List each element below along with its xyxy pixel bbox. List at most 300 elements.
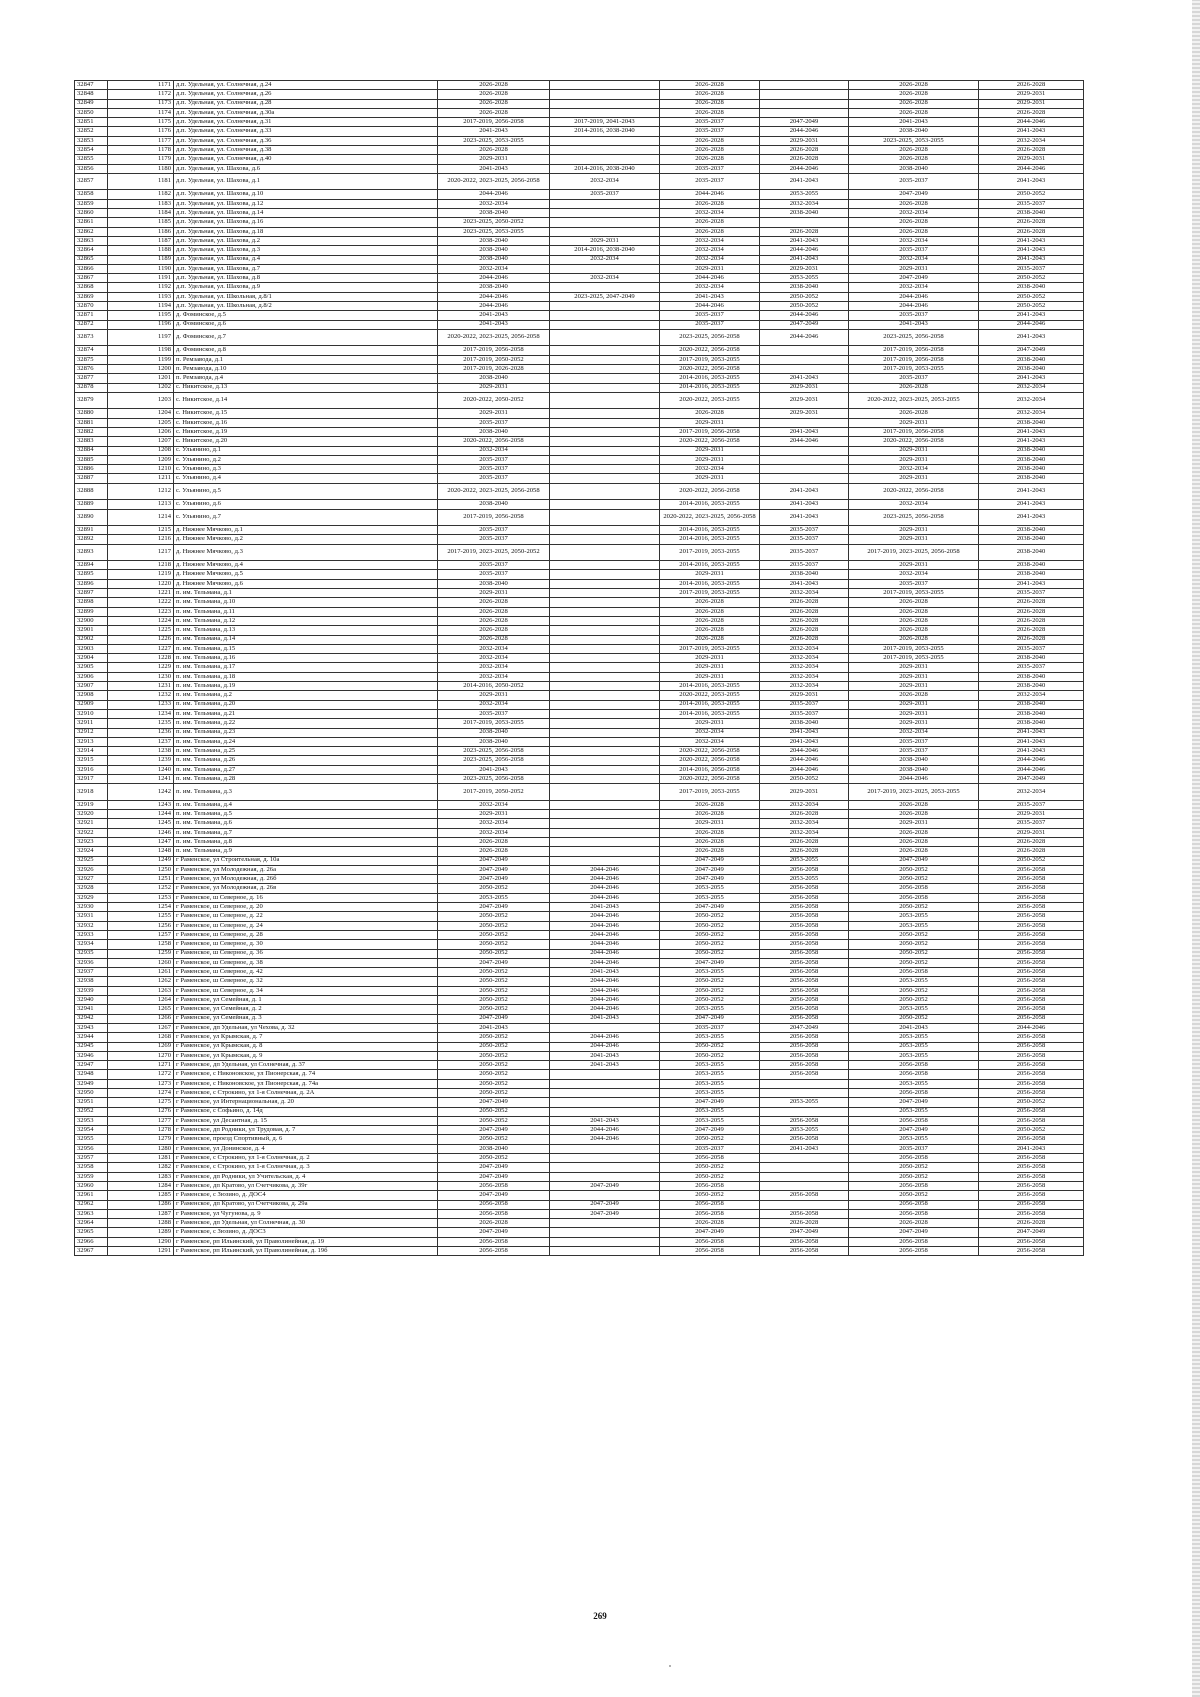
period-cell: 2026-2028	[849, 383, 979, 392]
period-cell: 2047-2049	[438, 856, 550, 865]
row-number-cell: 1173	[108, 99, 174, 108]
row-id-cell: 32938	[75, 977, 108, 986]
period-cell: 2047-2049	[438, 1126, 550, 1135]
address-cell: г Раменское, с Строкино, ул 1-я Солнечная, д. 2	[174, 1154, 438, 1163]
period-cell: 2035-2037	[760, 709, 849, 718]
period-cell	[550, 1098, 660, 1107]
period-cell: 2044-2046	[979, 756, 1084, 765]
period-cell	[550, 856, 660, 865]
period-cell: 2044-2046	[550, 1042, 660, 1051]
period-cell	[550, 837, 660, 846]
period-cell: 2026-2028	[660, 136, 760, 145]
period-cell: 2047-2049	[550, 1181, 660, 1190]
period-cell: 2035-2037	[438, 535, 550, 544]
table-row	[75, 1126, 1084, 1135]
period-cell: 2038-2040	[438, 1144, 550, 1153]
period-cell: 2044-2046	[550, 1005, 660, 1014]
row-id-cell: 32887	[75, 474, 108, 483]
table-row	[75, 302, 1084, 311]
period-cell: 2029-2031	[849, 682, 979, 691]
address-cell: г Раменское, рп Ильинский, ул Праволинейная, д. 19	[174, 1237, 438, 1246]
period-cell: 2053-2055	[660, 1107, 760, 1116]
period-cell: 2035-2037	[660, 173, 760, 190]
period-cell: 2041-2043	[760, 428, 849, 437]
row-id-cell: 32920	[75, 810, 108, 819]
period-cell: 2023-2025, 2053-2055	[849, 136, 979, 145]
period-cell: 2053-2055	[849, 1107, 979, 1116]
period-cell: 2026-2028	[849, 90, 979, 99]
period-cell: 2047-2049	[849, 1098, 979, 1107]
period-cell: 2044-2046	[760, 437, 849, 446]
period-cell: 2056-2058	[979, 958, 1084, 967]
period-cell: 2047-2049	[760, 1228, 849, 1237]
period-cell: 2050-2052	[660, 940, 760, 949]
period-cell	[550, 663, 660, 672]
table-row	[75, 437, 1084, 446]
period-cell: 2026-2028	[979, 626, 1084, 635]
table-row	[75, 1247, 1084, 1256]
period-cell: 2053-2055	[760, 1098, 849, 1107]
table-row	[75, 1042, 1084, 1051]
period-cell: 2035-2037	[979, 644, 1084, 653]
period-cell: 2050-2052	[438, 1042, 550, 1051]
period-cell: 2017-2019, 2056-2058	[438, 118, 550, 127]
period-cell: 2038-2040	[760, 719, 849, 728]
table-row	[75, 474, 1084, 483]
period-cell: 2029-2031	[849, 474, 979, 483]
table-row	[75, 264, 1084, 273]
row-number-cell: 1205	[108, 418, 174, 427]
period-cell: 2041-2043	[550, 1014, 660, 1023]
period-cell: 2050-2052	[660, 1191, 760, 1200]
table-row	[75, 1237, 1084, 1246]
row-id-cell: 32886	[75, 465, 108, 474]
table-row	[75, 374, 1084, 383]
table-row	[75, 218, 1084, 227]
row-id-cell: 32853	[75, 136, 108, 145]
period-cell: 2035-2037	[660, 320, 760, 329]
period-cell: 2017-2019, 2050-2052	[438, 784, 550, 801]
period-cell	[550, 635, 660, 644]
period-cell: 2014-2016, 2053-2055	[660, 374, 760, 383]
period-cell: 2044-2046	[550, 1033, 660, 1042]
period-cell: 2017-2019, 2056-2058	[660, 428, 760, 437]
period-cell: 2026-2028	[979, 847, 1084, 856]
period-cell: 2017-2019, 2041-2043	[550, 118, 660, 127]
row-id-cell: 32851	[75, 118, 108, 127]
table-row	[75, 1209, 1084, 1218]
period-cell: 2044-2046	[438, 292, 550, 301]
row-id-cell: 32914	[75, 747, 108, 756]
period-cell: 2041-2043	[760, 500, 849, 509]
row-number-cell: 1281	[108, 1154, 174, 1163]
period-cell: 2056-2058	[979, 884, 1084, 893]
table-row	[75, 1079, 1084, 1088]
row-number-cell: 1190	[108, 264, 174, 273]
row-id-cell: 32867	[75, 274, 108, 283]
row-id-cell: 32941	[75, 1005, 108, 1014]
table-row	[75, 1154, 1084, 1163]
period-cell: 2026-2028	[760, 146, 849, 155]
row-id-cell: 32905	[75, 663, 108, 672]
address-cell: с. Ульянино, д.4	[174, 474, 438, 483]
period-cell: 2050-2052	[660, 1163, 760, 1172]
period-cell: 2035-2037	[979, 800, 1084, 809]
period-cell: 2014-2016, 2053-2055	[660, 682, 760, 691]
period-cell: 2044-2046	[550, 875, 660, 884]
row-number-cell: 1266	[108, 1014, 174, 1023]
row-number-cell: 1183	[108, 199, 174, 208]
period-cell: 2044-2046	[550, 930, 660, 939]
address-cell: г Раменское, дп Кратово, ул Счетчикова, д. 29а	[174, 1200, 438, 1209]
period-cell	[550, 626, 660, 635]
row-number-cell: 1200	[108, 365, 174, 374]
period-cell	[550, 682, 660, 691]
period-cell: 2026-2028	[438, 146, 550, 155]
period-cell: 2053-2055	[760, 190, 849, 199]
row-number-cell: 1268	[108, 1033, 174, 1042]
period-cell: 2029-2031	[660, 264, 760, 273]
period-cell: 2056-2058	[760, 958, 849, 967]
row-number-cell: 1273	[108, 1079, 174, 1088]
period-cell: 2035-2037	[660, 1144, 760, 1153]
period-cell	[550, 474, 660, 483]
period-cell	[550, 455, 660, 464]
period-cell: 2053-2055	[660, 968, 760, 977]
period-cell: 2026-2028	[660, 1219, 760, 1228]
period-cell: 2035-2037	[979, 199, 1084, 208]
period-cell: 2047-2049	[760, 118, 849, 127]
period-cell: 2041-2043	[760, 1144, 849, 1153]
address-cell: г Раменское, рп Ильинский, ул Праволинейная, д. 19б	[174, 1247, 438, 1256]
period-cell: 2026-2028	[979, 635, 1084, 644]
period-cell: 2026-2028	[660, 146, 760, 155]
period-cell: 2056-2058	[760, 1237, 849, 1246]
period-cell	[550, 1089, 660, 1098]
period-cell: 2050-2052	[438, 1107, 550, 1116]
table-row	[75, 346, 1084, 355]
row-number-cell: 1219	[108, 570, 174, 579]
period-cell: 2056-2058	[979, 1061, 1084, 1070]
period-cell: 2038-2040	[438, 209, 550, 218]
period-cell: 2038-2040	[849, 164, 979, 173]
table-row	[75, 320, 1084, 329]
address-cell: г Раменское, дп Кратово, ул Счетчикова, д. 39г	[174, 1181, 438, 1190]
period-cell: 2029-2031	[760, 392, 849, 409]
address-cell: д.п. Удельная, ул. Шахова, д.8	[174, 274, 438, 283]
row-id-cell: 32966	[75, 1237, 108, 1246]
address-cell: п. Ремзавода, д.10	[174, 365, 438, 374]
row-id-cell: 32916	[75, 765, 108, 774]
row-id-cell: 32879	[75, 392, 108, 409]
address-cell: д.п. Удельная, ул. Солнечная, д.30а	[174, 108, 438, 117]
period-cell: 2020-2022, 2023-2025, 2056-2058	[438, 483, 550, 500]
period-cell: 2041-2043	[979, 127, 1084, 136]
table-row	[75, 977, 1084, 986]
period-cell: 2056-2058	[979, 1107, 1084, 1116]
period-cell: 2029-2031	[849, 264, 979, 273]
period-cell	[550, 1219, 660, 1228]
row-number-cell: 1239	[108, 756, 174, 765]
row-id-cell: 32865	[75, 255, 108, 264]
row-number-cell: 1238	[108, 747, 174, 756]
period-cell: 2029-2031	[979, 828, 1084, 837]
period-cell: 2026-2028	[979, 218, 1084, 227]
period-cell: 2041-2043	[760, 509, 849, 526]
period-cell: 2035-2037	[760, 535, 849, 544]
period-cell: 2050-2052	[438, 1089, 550, 1098]
row-number-cell: 1186	[108, 227, 174, 236]
row-number-cell: 1206	[108, 428, 174, 437]
period-cell	[550, 365, 660, 374]
period-cell: 2056-2058	[979, 1200, 1084, 1209]
period-cell: 2026-2028	[660, 616, 760, 625]
address-cell: д. Нижнее Мячково, д.1	[174, 526, 438, 535]
period-cell: 2017-2019, 2053-2055	[849, 589, 979, 598]
address-cell: г Раменское, ул Молодежная, д. 26б	[174, 875, 438, 884]
address-cell: г Раменское, проезд Спортивный, д. 6	[174, 1135, 438, 1144]
period-cell: 2014-2016, 2053-2055	[660, 535, 760, 544]
period-cell: 2044-2046	[550, 986, 660, 995]
table-row	[75, 1135, 1084, 1144]
period-cell: 2047-2049	[760, 320, 849, 329]
period-cell: 2032-2034	[660, 465, 760, 474]
table-row	[75, 930, 1084, 939]
row-number-cell: 1178	[108, 146, 174, 155]
table-row	[75, 682, 1084, 691]
period-cell: 2032-2034	[438, 828, 550, 837]
table-row	[75, 418, 1084, 427]
period-cell: 2032-2034	[760, 819, 849, 828]
row-id-cell: 32910	[75, 709, 108, 718]
address-cell: г Раменское, ш Северное, д. 20	[174, 903, 438, 912]
address-cell: г Раменское, ул Семейная, д. 2	[174, 1005, 438, 1014]
table-row	[75, 654, 1084, 663]
period-cell: 2026-2028	[849, 155, 979, 164]
address-cell: г Раменское, ул Молодежная, д. 26в	[174, 884, 438, 893]
table-row	[75, 1181, 1084, 1190]
row-number-cell: 1207	[108, 437, 174, 446]
period-cell	[550, 535, 660, 544]
period-cell: 2050-2052	[660, 1042, 760, 1051]
period-cell: 2029-2031	[849, 535, 979, 544]
period-cell: 2014-2016, 2053-2055	[660, 526, 760, 535]
period-cell: 2056-2058	[979, 875, 1084, 884]
period-cell: 2056-2058	[760, 921, 849, 930]
period-cell	[550, 598, 660, 607]
row-number-cell: 1285	[108, 1191, 174, 1200]
period-cell: 2032-2034	[760, 672, 849, 681]
period-cell: 2026-2028	[438, 598, 550, 607]
period-cell: 2053-2055	[660, 1116, 760, 1125]
table-row	[75, 1228, 1084, 1237]
period-cell: 2035-2037	[979, 264, 1084, 273]
period-cell: 2047-2049	[438, 1163, 550, 1172]
row-id-cell: 32937	[75, 968, 108, 977]
period-cell: 2050-2052	[438, 1154, 550, 1163]
address-cell: д.п. Удельная, ул. Солнечная, д.26	[174, 90, 438, 99]
period-cell: 2053-2055	[849, 977, 979, 986]
period-cell: 2056-2058	[849, 968, 979, 977]
period-cell: 2029-2031	[550, 236, 660, 245]
period-cell: 2041-2043	[760, 173, 849, 190]
row-id-cell: 32913	[75, 737, 108, 746]
period-cell: 2029-2031	[660, 672, 760, 681]
period-cell: 2056-2058	[979, 1135, 1084, 1144]
row-id-cell: 32922	[75, 828, 108, 837]
period-cell: 2041-2043	[979, 374, 1084, 383]
address-cell: п. им. Тельмана, д.18	[174, 672, 438, 681]
row-id-cell: 32957	[75, 1154, 108, 1163]
period-cell	[550, 526, 660, 535]
period-cell: 2044-2046	[550, 977, 660, 986]
period-cell: 2056-2058	[979, 1089, 1084, 1098]
period-cell: 2047-2049	[660, 1098, 760, 1107]
period-cell: 2056-2058	[660, 1209, 760, 1218]
period-cell: 2056-2058	[849, 893, 979, 902]
period-cell	[550, 1144, 660, 1153]
row-number-cell: 1188	[108, 246, 174, 255]
period-cell: 2029-2031	[849, 663, 979, 672]
period-cell: 2020-2022, 2053-2055	[660, 392, 760, 409]
period-cell: 2047-2049	[979, 346, 1084, 355]
period-cell	[760, 365, 849, 374]
period-cell: 2038-2040	[979, 719, 1084, 728]
period-cell: 2041-2043	[438, 127, 550, 136]
period-cell: 2044-2046	[438, 302, 550, 311]
row-id-cell: 32852	[75, 127, 108, 136]
period-cell: 2050-2052	[438, 1033, 550, 1042]
period-cell	[550, 437, 660, 446]
address-cell: д. Нижнее Мячково, д.6	[174, 579, 438, 588]
period-cell: 2017-2019, 2023-2025, 2050-2052	[438, 544, 550, 561]
period-cell: 2038-2040	[438, 579, 550, 588]
period-cell: 2056-2058	[438, 1181, 550, 1190]
table-row	[75, 246, 1084, 255]
row-number-cell: 1264	[108, 996, 174, 1005]
row-number-cell: 1184	[108, 209, 174, 218]
table-row	[75, 893, 1084, 902]
period-cell: 2050-2052	[660, 930, 760, 939]
period-cell: 2029-2031	[849, 561, 979, 570]
period-cell	[550, 428, 660, 437]
row-id-cell: 32854	[75, 146, 108, 155]
period-cell: 2020-2022, 2056-2058	[849, 437, 979, 446]
period-cell: 2017-2019, 2053-2055	[438, 719, 550, 728]
period-cell: 2032-2034	[849, 728, 979, 737]
period-cell: 2026-2028	[660, 99, 760, 108]
row-number-cell: 1215	[108, 526, 174, 535]
period-cell: 2044-2046	[660, 302, 760, 311]
row-id-cell: 32940	[75, 996, 108, 1005]
period-cell: 2053-2055	[849, 1135, 979, 1144]
table-row	[75, 190, 1084, 199]
address-cell: г Раменское, дп Родники, ул Трудовая, д. 7	[174, 1126, 438, 1135]
row-id-cell: 32934	[75, 940, 108, 949]
period-cell: 2020-2022, 2053-2055	[660, 691, 760, 700]
period-cell: 2038-2040	[979, 672, 1084, 681]
row-number-cell: 1290	[108, 1237, 174, 1246]
period-cell: 2050-2052	[438, 921, 550, 930]
table-row	[75, 616, 1084, 625]
period-cell: 2026-2028	[849, 635, 979, 644]
row-id-cell: 32924	[75, 847, 108, 856]
row-id-cell: 32874	[75, 346, 108, 355]
row-id-cell: 32876	[75, 365, 108, 374]
row-number-cell: 1257	[108, 930, 174, 939]
period-cell	[550, 709, 660, 718]
period-cell: 2056-2058	[979, 1247, 1084, 1256]
address-cell: г Раменское, ул Десантная, д. 15	[174, 1116, 438, 1125]
row-number-cell: 1288	[108, 1219, 174, 1228]
row-id-cell: 32857	[75, 173, 108, 190]
period-cell: 2026-2028	[849, 828, 979, 837]
period-cell: 2026-2028	[438, 90, 550, 99]
row-id-cell: 32947	[75, 1061, 108, 1070]
period-cell: 2041-2043	[760, 374, 849, 383]
period-cell: 2026-2028	[849, 847, 979, 856]
row-id-cell: 32896	[75, 579, 108, 588]
period-cell: 2029-2031	[438, 383, 550, 392]
period-cell: 2026-2028	[849, 626, 979, 635]
period-cell: 2056-2058	[660, 1154, 760, 1163]
table-row	[75, 164, 1084, 173]
period-cell	[550, 616, 660, 625]
period-cell: 2053-2055	[849, 912, 979, 921]
period-cell	[550, 320, 660, 329]
period-cell: 2020-2022, 2056-2058	[660, 756, 760, 765]
period-cell	[760, 1163, 849, 1172]
address-cell: д.п. Удельная, ул. Солнечная, д.33	[174, 127, 438, 136]
address-cell: п. им. Тельмана, д.3	[174, 784, 438, 801]
row-id-cell: 32963	[75, 1209, 108, 1218]
period-cell: 2017-2019, 2056-2058	[438, 509, 550, 526]
period-cell: 2050-2052	[438, 1079, 550, 1088]
period-cell	[550, 589, 660, 598]
row-number-cell: 1217	[108, 544, 174, 561]
period-cell: 2050-2052	[660, 1051, 760, 1060]
table-row	[75, 274, 1084, 283]
row-number-cell: 1210	[108, 465, 174, 474]
row-id-cell: 32948	[75, 1070, 108, 1079]
table-row	[75, 392, 1084, 409]
period-cell: 2038-2040	[760, 283, 849, 292]
table-row	[75, 709, 1084, 718]
table-row	[75, 311, 1084, 320]
period-cell: 2038-2040	[438, 283, 550, 292]
row-number-cell: 1276	[108, 1107, 174, 1116]
row-number-cell: 1228	[108, 654, 174, 663]
period-cell: 2041-2043	[979, 579, 1084, 588]
period-cell: 2026-2028	[849, 800, 979, 809]
period-cell: 2038-2040	[979, 465, 1084, 474]
period-cell: 2026-2028	[660, 635, 760, 644]
row-id-cell: 32909	[75, 700, 108, 709]
table-row	[75, 136, 1084, 145]
period-cell: 2050-2052	[660, 996, 760, 1005]
page-number: 269	[593, 1611, 607, 1621]
address-cell: г Раменское, ш Северное, д. 38	[174, 958, 438, 967]
table-row	[75, 329, 1084, 346]
period-cell: 2056-2058	[979, 893, 1084, 902]
period-cell: 2026-2028	[760, 837, 849, 846]
address-cell: с. Никитское, д.16	[174, 418, 438, 427]
table-row	[75, 626, 1084, 635]
period-cell: 2041-2043	[979, 329, 1084, 346]
row-number-cell: 1260	[108, 958, 174, 967]
row-id-cell: 32870	[75, 302, 108, 311]
table-row	[75, 1061, 1084, 1070]
